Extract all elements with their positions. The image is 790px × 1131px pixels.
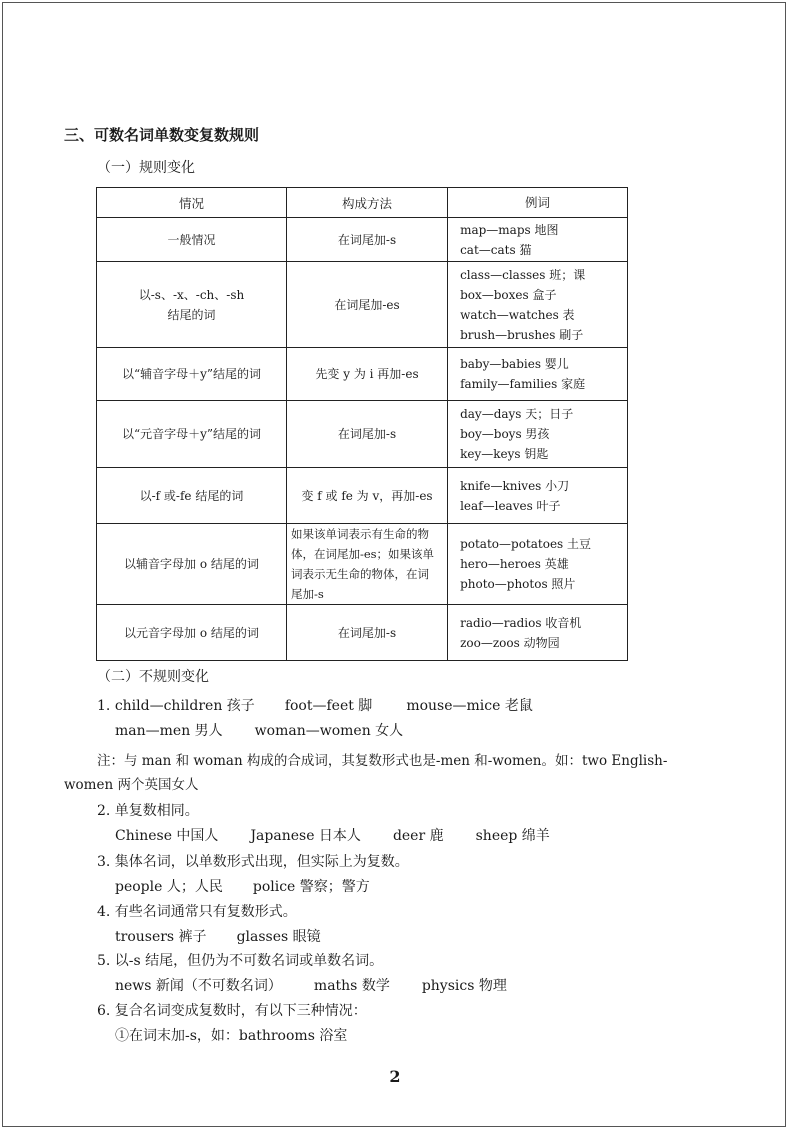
method-cell: 在词尾加-s (286, 401, 447, 468)
examples-cell: day—days 天；日子 boy—boys 男孩 key—keys 钥匙 (448, 401, 628, 468)
examples-cell: knife—knives 小刀 leaf—leaves 叶子 (448, 468, 628, 524)
method-cell: 变 f 或 fe 为 v，再加-es (286, 468, 447, 524)
method-cell: 先变 y 为 i 再加-es (286, 348, 447, 401)
header-situation: 情况 (97, 188, 287, 218)
table-row (97, 524, 628, 605)
table-row (97, 218, 628, 262)
situation-cell: 以“辅音字母＋y”结尾的词 (97, 348, 287, 401)
situation-cell: 以元音字母加 o 结尾的词 (97, 605, 287, 661)
examples-cell: baby—babies 婴儿 family—families 家庭 (448, 348, 628, 401)
table-header-row (97, 188, 628, 218)
irregular-item-1-line-2: man—men 男人 woman—women 女人 (115, 723, 404, 739)
irregular-item-5-title: 5. 以-s 结尾，但仍为不可数名词或单数名词。 (97, 953, 384, 969)
note-line-2: women 两个英国女人 (64, 777, 199, 793)
table-row (97, 605, 628, 661)
examples-cell: potato—potatoes 土豆 hero—heroes 英雄 photo—photos 照片 (448, 524, 628, 605)
table-row (97, 401, 628, 468)
table-row (97, 468, 628, 524)
method-cell: 在词尾加-es (286, 262, 447, 348)
page-number: 2 (389, 1067, 401, 1086)
section-title: 三、可数名词单数变复数规则 (64, 126, 260, 144)
irregular-item-2-title: 2. 单复数相同。 (97, 803, 199, 819)
note-line-1: 注：与 man 和 woman 构成的合成词，其复数形式也是-men 和-women。如：two English- (97, 753, 668, 769)
irregular-item-5-words: news 新闻（不可数名词） maths 数学 physics 物理 (115, 978, 507, 994)
examples-cell: map—maps 地图 cat—cats 猫 (448, 218, 628, 262)
table-row (97, 348, 628, 401)
header-method: 构成方法 (286, 188, 447, 218)
header-examples: 例词 (448, 188, 628, 218)
irregular-item-4-words: trousers 裤子 glasses 眼镜 (115, 929, 321, 945)
irregular-item-6-title: 6. 复合名词变成复数时，有以下三种情况： (97, 1003, 367, 1019)
situation-cell: 以“元音字母＋y”结尾的词 (97, 401, 287, 468)
examples-cell: radio—radios 收音机 zoo—zoos 动物园 (448, 605, 628, 661)
irregular-item-4-title: 4. 有些名词通常只有复数形式。 (97, 904, 297, 920)
irregular-item-3-title: 3. 集体名词，以单数形式出现，但实际上为复数。 (97, 854, 409, 870)
situation-cell: 一般情况 (97, 218, 287, 262)
examples-cell: class—classes 班；课 box—boxes 盒子 watch—watches 表 brush—brushes 刷子 (448, 262, 628, 348)
irregular-item-1-line-1: 1. child—children 孩子 foot—feet 脚 mouse—mice 老鼠 (97, 698, 533, 714)
method-cell: 在词尾加-s (286, 605, 447, 661)
situation-cell: 以-f 或-fe 结尾的词 (97, 468, 287, 524)
situation-cell: 以-s、-x、-ch、-sh 结尾的词 (97, 262, 287, 348)
method-cell: 如果该单词表示有生命的物 体，在词尾加-es；如果该单 词表示无生命的物体，在词 尾加-s (286, 524, 447, 605)
regular-change-title: （一）规则变化 (97, 160, 195, 176)
irregular-change-title: （二）不规则变化 (97, 669, 209, 685)
irregular-item-2-words: Chinese 中国人 Japanese 日本人 deer 鹿 sheep 绵羊 (115, 828, 550, 844)
table-row (97, 262, 628, 348)
irregular-item-6-sub-1: ①在词末加-s，如：bathrooms 浴室 (115, 1028, 348, 1044)
method-cell: 在词尾加-s (286, 218, 447, 262)
situation-cell: 以辅音字母加 o 结尾的词 (97, 524, 287, 605)
plural-rules-table (96, 187, 628, 661)
irregular-item-3-words: people 人；人民 police 警察；警方 (115, 879, 370, 895)
